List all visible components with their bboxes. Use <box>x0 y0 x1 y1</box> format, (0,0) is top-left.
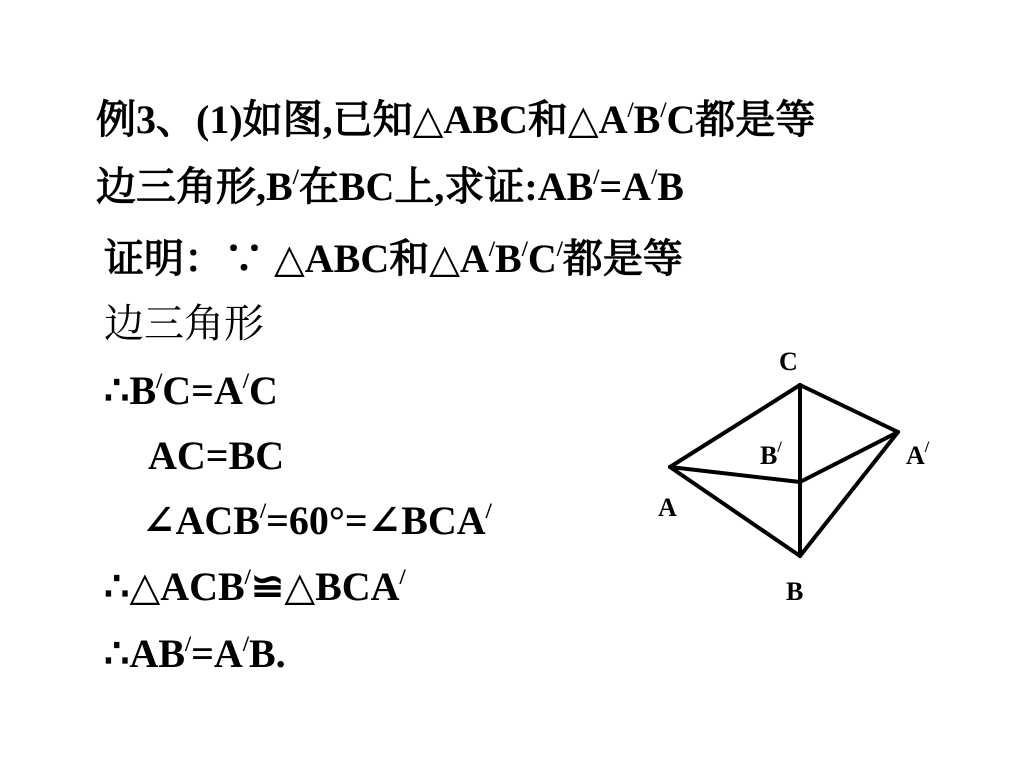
text: 例3、(1)如图,已知△ABC和△A <box>96 97 628 142</box>
prime-mark: / <box>593 164 600 189</box>
prime-mark: / <box>156 368 163 393</box>
prime-mark: / <box>651 164 658 189</box>
prime-mark: / <box>488 236 495 261</box>
edge-CA-prime <box>800 385 898 432</box>
text: =A <box>191 631 243 676</box>
prime-mark: / <box>292 164 299 189</box>
text: C=A <box>162 368 243 413</box>
text: AC=BC <box>148 433 285 478</box>
text: B <box>495 236 522 281</box>
prime-mark: / <box>521 236 528 261</box>
text: B <box>633 97 661 142</box>
text: ∴B <box>104 368 157 413</box>
label-B-prime: B/ <box>760 439 782 470</box>
text: =60°=∠BCA <box>266 498 486 543</box>
text: 都是等 <box>562 236 683 281</box>
proof-line-7 <box>104 630 286 678</box>
triangle-figure <box>640 330 940 620</box>
prime-mark: / <box>556 236 563 261</box>
prime-mark: / <box>185 631 192 656</box>
edge-B-prime-A-prime <box>800 432 898 482</box>
edge-BA-prime <box>800 432 898 556</box>
prime-mark: / <box>242 631 249 656</box>
text: B. <box>248 631 286 676</box>
label-A: A <box>658 493 677 522</box>
text: ≌△BCA <box>250 564 400 609</box>
proof-line-4 <box>148 432 284 480</box>
text: ∴AB <box>104 631 186 676</box>
text: C都是等 <box>666 97 816 142</box>
prime-mark: / <box>627 97 634 122</box>
prime-mark: / <box>485 498 492 523</box>
text: 边三角形,B <box>96 164 293 209</box>
prime-mark: / <box>660 97 667 122</box>
proof-line-5 <box>142 497 492 545</box>
problem-line-1 <box>96 96 815 144</box>
text: 在BC上,求证:AB <box>298 164 594 209</box>
label-B: B <box>786 577 804 606</box>
problem-line-2 <box>96 163 684 211</box>
text: 证明：∵ △ABC和△A <box>104 236 489 281</box>
text: B <box>657 164 684 209</box>
prime-mark: / <box>399 564 406 589</box>
prime-mark: / <box>259 498 267 523</box>
text: 边三角形 <box>104 301 264 346</box>
text: ∠ACB <box>142 498 260 543</box>
prime-mark: / <box>242 368 249 393</box>
text: ∴△ACB <box>104 564 245 609</box>
label-A-prime: A/ <box>906 439 930 470</box>
text: C <box>527 236 557 281</box>
label-C: C <box>779 347 798 376</box>
proof-line-2 <box>104 300 264 348</box>
proof-line-3 <box>104 367 278 415</box>
proof-line-1 <box>104 235 683 283</box>
text: C <box>248 368 278 413</box>
prime-mark: / <box>244 564 251 589</box>
proof-line-6 <box>104 563 406 611</box>
text: =A <box>599 164 652 209</box>
